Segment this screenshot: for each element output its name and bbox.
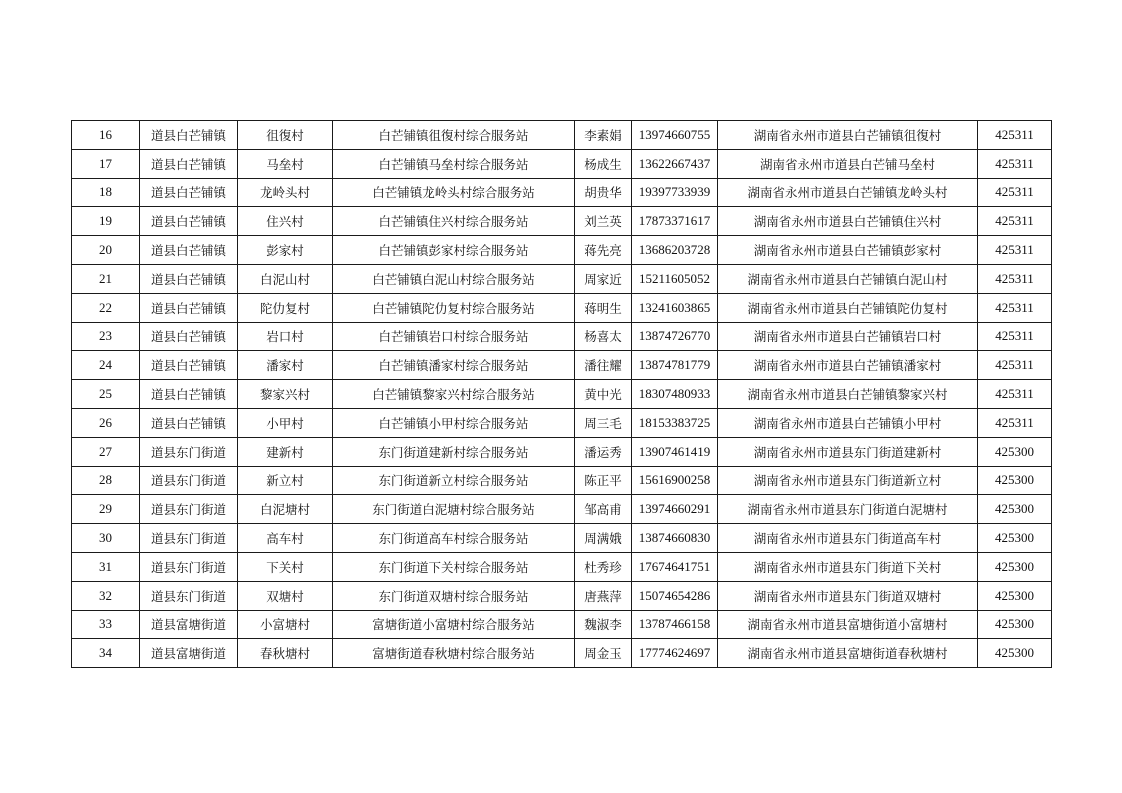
phone-cell: 13241603865: [632, 293, 718, 322]
contact-person-cell: 唐燕萍: [575, 581, 632, 610]
address-cell: 湖南省永州市道县白芒铺镇龙岭头村: [718, 178, 978, 207]
postcode-cell: 425311: [978, 236, 1052, 265]
county-town-cell: 道县东门街道: [140, 524, 238, 553]
service-station-cell: 东门街道下关村综合服务站: [333, 552, 575, 581]
contact-person-cell: 李素娟: [575, 121, 632, 150]
table-row: [72, 408, 1052, 437]
village-cell: 白泥塘村: [238, 495, 333, 524]
village-cell: 马垒村: [238, 149, 333, 178]
service-station-cell: 白芒铺镇徂復村综合服务站: [333, 121, 575, 150]
village-cell: 小富塘村: [238, 610, 333, 639]
contact-person-cell: 潘往耀: [575, 351, 632, 380]
row-number: 31: [72, 552, 140, 581]
phone-cell: 15616900258: [632, 466, 718, 495]
service-station-cell: 白芒铺镇小甲村综合服务站: [333, 408, 575, 437]
table-row: [72, 610, 1052, 639]
village-cell: 小甲村: [238, 408, 333, 437]
table-row: [72, 639, 1052, 668]
village-cell: 彭家村: [238, 236, 333, 265]
phone-cell: 17774624697: [632, 639, 718, 668]
table-row: [72, 581, 1052, 610]
table-body: [72, 121, 1052, 668]
row-number: 27: [72, 437, 140, 466]
row-number: 20: [72, 236, 140, 265]
address-cell: 湖南省永州市道县白芒铺镇陀仂复村: [718, 293, 978, 322]
phone-cell: 13686203728: [632, 236, 718, 265]
contact-person-cell: 周金玉: [575, 639, 632, 668]
service-station-cell: 东门街道新立村综合服务站: [333, 466, 575, 495]
phone-cell: 13874726770: [632, 322, 718, 351]
county-town-cell: 道县东门街道: [140, 437, 238, 466]
county-town-cell: 道县白芒铺镇: [140, 293, 238, 322]
table-row: [72, 466, 1052, 495]
postcode-cell: 425311: [978, 380, 1052, 409]
phone-cell: 18307480933: [632, 380, 718, 409]
village-cell: 双塘村: [238, 581, 333, 610]
phone-cell: 17873371617: [632, 207, 718, 236]
row-number: 16: [72, 121, 140, 150]
address-cell: 湖南省永州市道县东门街道白泥塘村: [718, 495, 978, 524]
address-cell: 湖南省永州市道县白芒铺镇潘家村: [718, 351, 978, 380]
contact-person-cell: 蒋明生: [575, 293, 632, 322]
postcode-cell: 425311: [978, 351, 1052, 380]
village-cell: 龙岭头村: [238, 178, 333, 207]
phone-cell: 13907461419: [632, 437, 718, 466]
phone-cell: 13787466158: [632, 610, 718, 639]
contact-person-cell: 周家近: [575, 264, 632, 293]
contact-person-cell: 潘运秀: [575, 437, 632, 466]
address-cell: 湖南省永州市道县东门街道双塘村: [718, 581, 978, 610]
postcode-cell: 425300: [978, 437, 1052, 466]
phone-cell: 13622667437: [632, 149, 718, 178]
row-number: 32: [72, 581, 140, 610]
phone-cell: 13874781779: [632, 351, 718, 380]
address-cell: 湖南省永州市道县东门街道新立村: [718, 466, 978, 495]
row-number: 18: [72, 178, 140, 207]
village-cell: 岩口村: [238, 322, 333, 351]
postcode-cell: 425300: [978, 495, 1052, 524]
contact-person-cell: 周三毛: [575, 408, 632, 437]
postcode-cell: 425311: [978, 178, 1052, 207]
county-town-cell: 道县白芒铺镇: [140, 207, 238, 236]
village-cell: 春秋塘村: [238, 639, 333, 668]
village-cell: 陀仂复村: [238, 293, 333, 322]
table-row: [72, 178, 1052, 207]
postcode-cell: 425300: [978, 524, 1052, 553]
table-row: [72, 236, 1052, 265]
county-town-cell: 道县东门街道: [140, 552, 238, 581]
address-cell: 湖南省永州市道县白芒铺镇住兴村: [718, 207, 978, 236]
row-number: 23: [72, 322, 140, 351]
contact-person-cell: 陈正平: [575, 466, 632, 495]
service-station-cell: 白芒铺镇黎家兴村综合服务站: [333, 380, 575, 409]
phone-cell: 15211605052: [632, 264, 718, 293]
table-row: [72, 351, 1052, 380]
table-row: [72, 149, 1052, 178]
row-number: 30: [72, 524, 140, 553]
address-cell: 湖南省永州市道县白芒铺马垒村: [718, 149, 978, 178]
village-cell: 徂復村: [238, 121, 333, 150]
postcode-cell: 425300: [978, 581, 1052, 610]
village-cell: 潘家村: [238, 351, 333, 380]
service-station-cell: 东门街道高车村综合服务站: [333, 524, 575, 553]
village-cell: 建新村: [238, 437, 333, 466]
address-cell: 湖南省永州市道县白芒铺镇徂復村: [718, 121, 978, 150]
service-station-cell: 白芒铺镇马垒村综合服务站: [333, 149, 575, 178]
table-row: [72, 380, 1052, 409]
contact-person-cell: 杨成生: [575, 149, 632, 178]
row-number: 22: [72, 293, 140, 322]
address-cell: 湖南省永州市道县富塘街道春秋塘村: [718, 639, 978, 668]
row-number: 24: [72, 351, 140, 380]
village-cell: 白泥山村: [238, 264, 333, 293]
contact-person-cell: 蒋先亮: [575, 236, 632, 265]
phone-cell: 19397733939: [632, 178, 718, 207]
postcode-cell: 425300: [978, 466, 1052, 495]
contact-person-cell: 周满娥: [575, 524, 632, 553]
postcode-cell: 425311: [978, 207, 1052, 236]
address-cell: 湖南省永州市道县白芒铺镇白泥山村: [718, 264, 978, 293]
table-row: [72, 293, 1052, 322]
postcode-cell: 425300: [978, 552, 1052, 581]
address-cell: 湖南省永州市道县东门街道高车村: [718, 524, 978, 553]
row-number: 34: [72, 639, 140, 668]
county-town-cell: 道县白芒铺镇: [140, 264, 238, 293]
service-station-cell: 富塘街道小富塘村综合服务站: [333, 610, 575, 639]
county-town-cell: 道县白芒铺镇: [140, 178, 238, 207]
postcode-cell: 425311: [978, 264, 1052, 293]
row-number: 21: [72, 264, 140, 293]
county-town-cell: 道县东门街道: [140, 581, 238, 610]
row-number: 33: [72, 610, 140, 639]
postcode-cell: 425300: [978, 610, 1052, 639]
county-town-cell: 道县东门街道: [140, 466, 238, 495]
address-cell: 湖南省永州市道县白芒铺镇黎家兴村: [718, 380, 978, 409]
village-cell: 高车村: [238, 524, 333, 553]
address-cell: 湖南省永州市道县白芒铺镇彭家村: [718, 236, 978, 265]
service-station-cell: 白芒铺镇岩口村综合服务站: [333, 322, 575, 351]
county-town-cell: 道县白芒铺镇: [140, 236, 238, 265]
contact-person-cell: 刘兰英: [575, 207, 632, 236]
county-town-cell: 道县白芒铺镇: [140, 351, 238, 380]
county-town-cell: 道县东门街道: [140, 495, 238, 524]
table-row: [72, 322, 1052, 351]
service-station-cell: 白芒铺镇潘家村综合服务站: [333, 351, 575, 380]
table-row: [72, 437, 1052, 466]
postcode-cell: 425311: [978, 408, 1052, 437]
village-cell: 新立村: [238, 466, 333, 495]
postcode-cell: 425300: [978, 639, 1052, 668]
table-row: [72, 552, 1052, 581]
row-number: 19: [72, 207, 140, 236]
village-cell: 下关村: [238, 552, 333, 581]
table-row: [72, 121, 1052, 150]
address-cell: 湖南省永州市道县白芒铺镇小甲村: [718, 408, 978, 437]
contact-person-cell: 杜秀珍: [575, 552, 632, 581]
county-town-cell: 道县白芒铺镇: [140, 149, 238, 178]
address-cell: 湖南省永州市道县东门街道建新村: [718, 437, 978, 466]
service-station-table: [71, 120, 1052, 668]
phone-cell: 17674641751: [632, 552, 718, 581]
row-number: 17: [72, 149, 140, 178]
address-cell: 湖南省永州市道县白芒铺镇岩口村: [718, 322, 978, 351]
county-town-cell: 道县白芒铺镇: [140, 408, 238, 437]
table-row: [72, 524, 1052, 553]
contact-person-cell: 杨喜太: [575, 322, 632, 351]
postcode-cell: 425311: [978, 149, 1052, 178]
address-cell: 湖南省永州市道县富塘街道小富塘村: [718, 610, 978, 639]
table-row: [72, 495, 1052, 524]
phone-cell: 13974660291: [632, 495, 718, 524]
row-number: 29: [72, 495, 140, 524]
phone-cell: 18153383725: [632, 408, 718, 437]
postcode-cell: 425311: [978, 121, 1052, 150]
service-station-cell: 东门街道白泥塘村综合服务站: [333, 495, 575, 524]
village-cell: 黎家兴村: [238, 380, 333, 409]
phone-cell: 13974660755: [632, 121, 718, 150]
table-row: [72, 264, 1052, 293]
service-station-cell: 白芒铺镇住兴村综合服务站: [333, 207, 575, 236]
county-town-cell: 道县富塘街道: [140, 610, 238, 639]
phone-cell: 13874660830: [632, 524, 718, 553]
county-town-cell: 道县白芒铺镇: [140, 380, 238, 409]
row-number: 28: [72, 466, 140, 495]
county-town-cell: 道县白芒铺镇: [140, 121, 238, 150]
row-number: 25: [72, 380, 140, 409]
county-town-cell: 道县富塘街道: [140, 639, 238, 668]
village-cell: 住兴村: [238, 207, 333, 236]
table-row: [72, 207, 1052, 236]
contact-person-cell: 邹高甫: [575, 495, 632, 524]
service-station-cell: 东门街道双塘村综合服务站: [333, 581, 575, 610]
contact-person-cell: 魏淑李: [575, 610, 632, 639]
postcode-cell: 425311: [978, 322, 1052, 351]
contact-person-cell: 胡贵华: [575, 178, 632, 207]
row-number: 26: [72, 408, 140, 437]
county-town-cell: 道县白芒铺镇: [140, 322, 238, 351]
address-cell: 湖南省永州市道县东门街道下关村: [718, 552, 978, 581]
service-station-cell: 白芒铺镇陀仂复村综合服务站: [333, 293, 575, 322]
service-station-cell: 富塘街道春秋塘村综合服务站: [333, 639, 575, 668]
service-station-cell: 白芒铺镇白泥山村综合服务站: [333, 264, 575, 293]
service-station-cell: 东门街道建新村综合服务站: [333, 437, 575, 466]
postcode-cell: 425311: [978, 293, 1052, 322]
service-station-cell: 白芒铺镇彭家村综合服务站: [333, 236, 575, 265]
contact-person-cell: 黄中光: [575, 380, 632, 409]
phone-cell: 15074654286: [632, 581, 718, 610]
service-station-cell: 白芒铺镇龙岭头村综合服务站: [333, 178, 575, 207]
